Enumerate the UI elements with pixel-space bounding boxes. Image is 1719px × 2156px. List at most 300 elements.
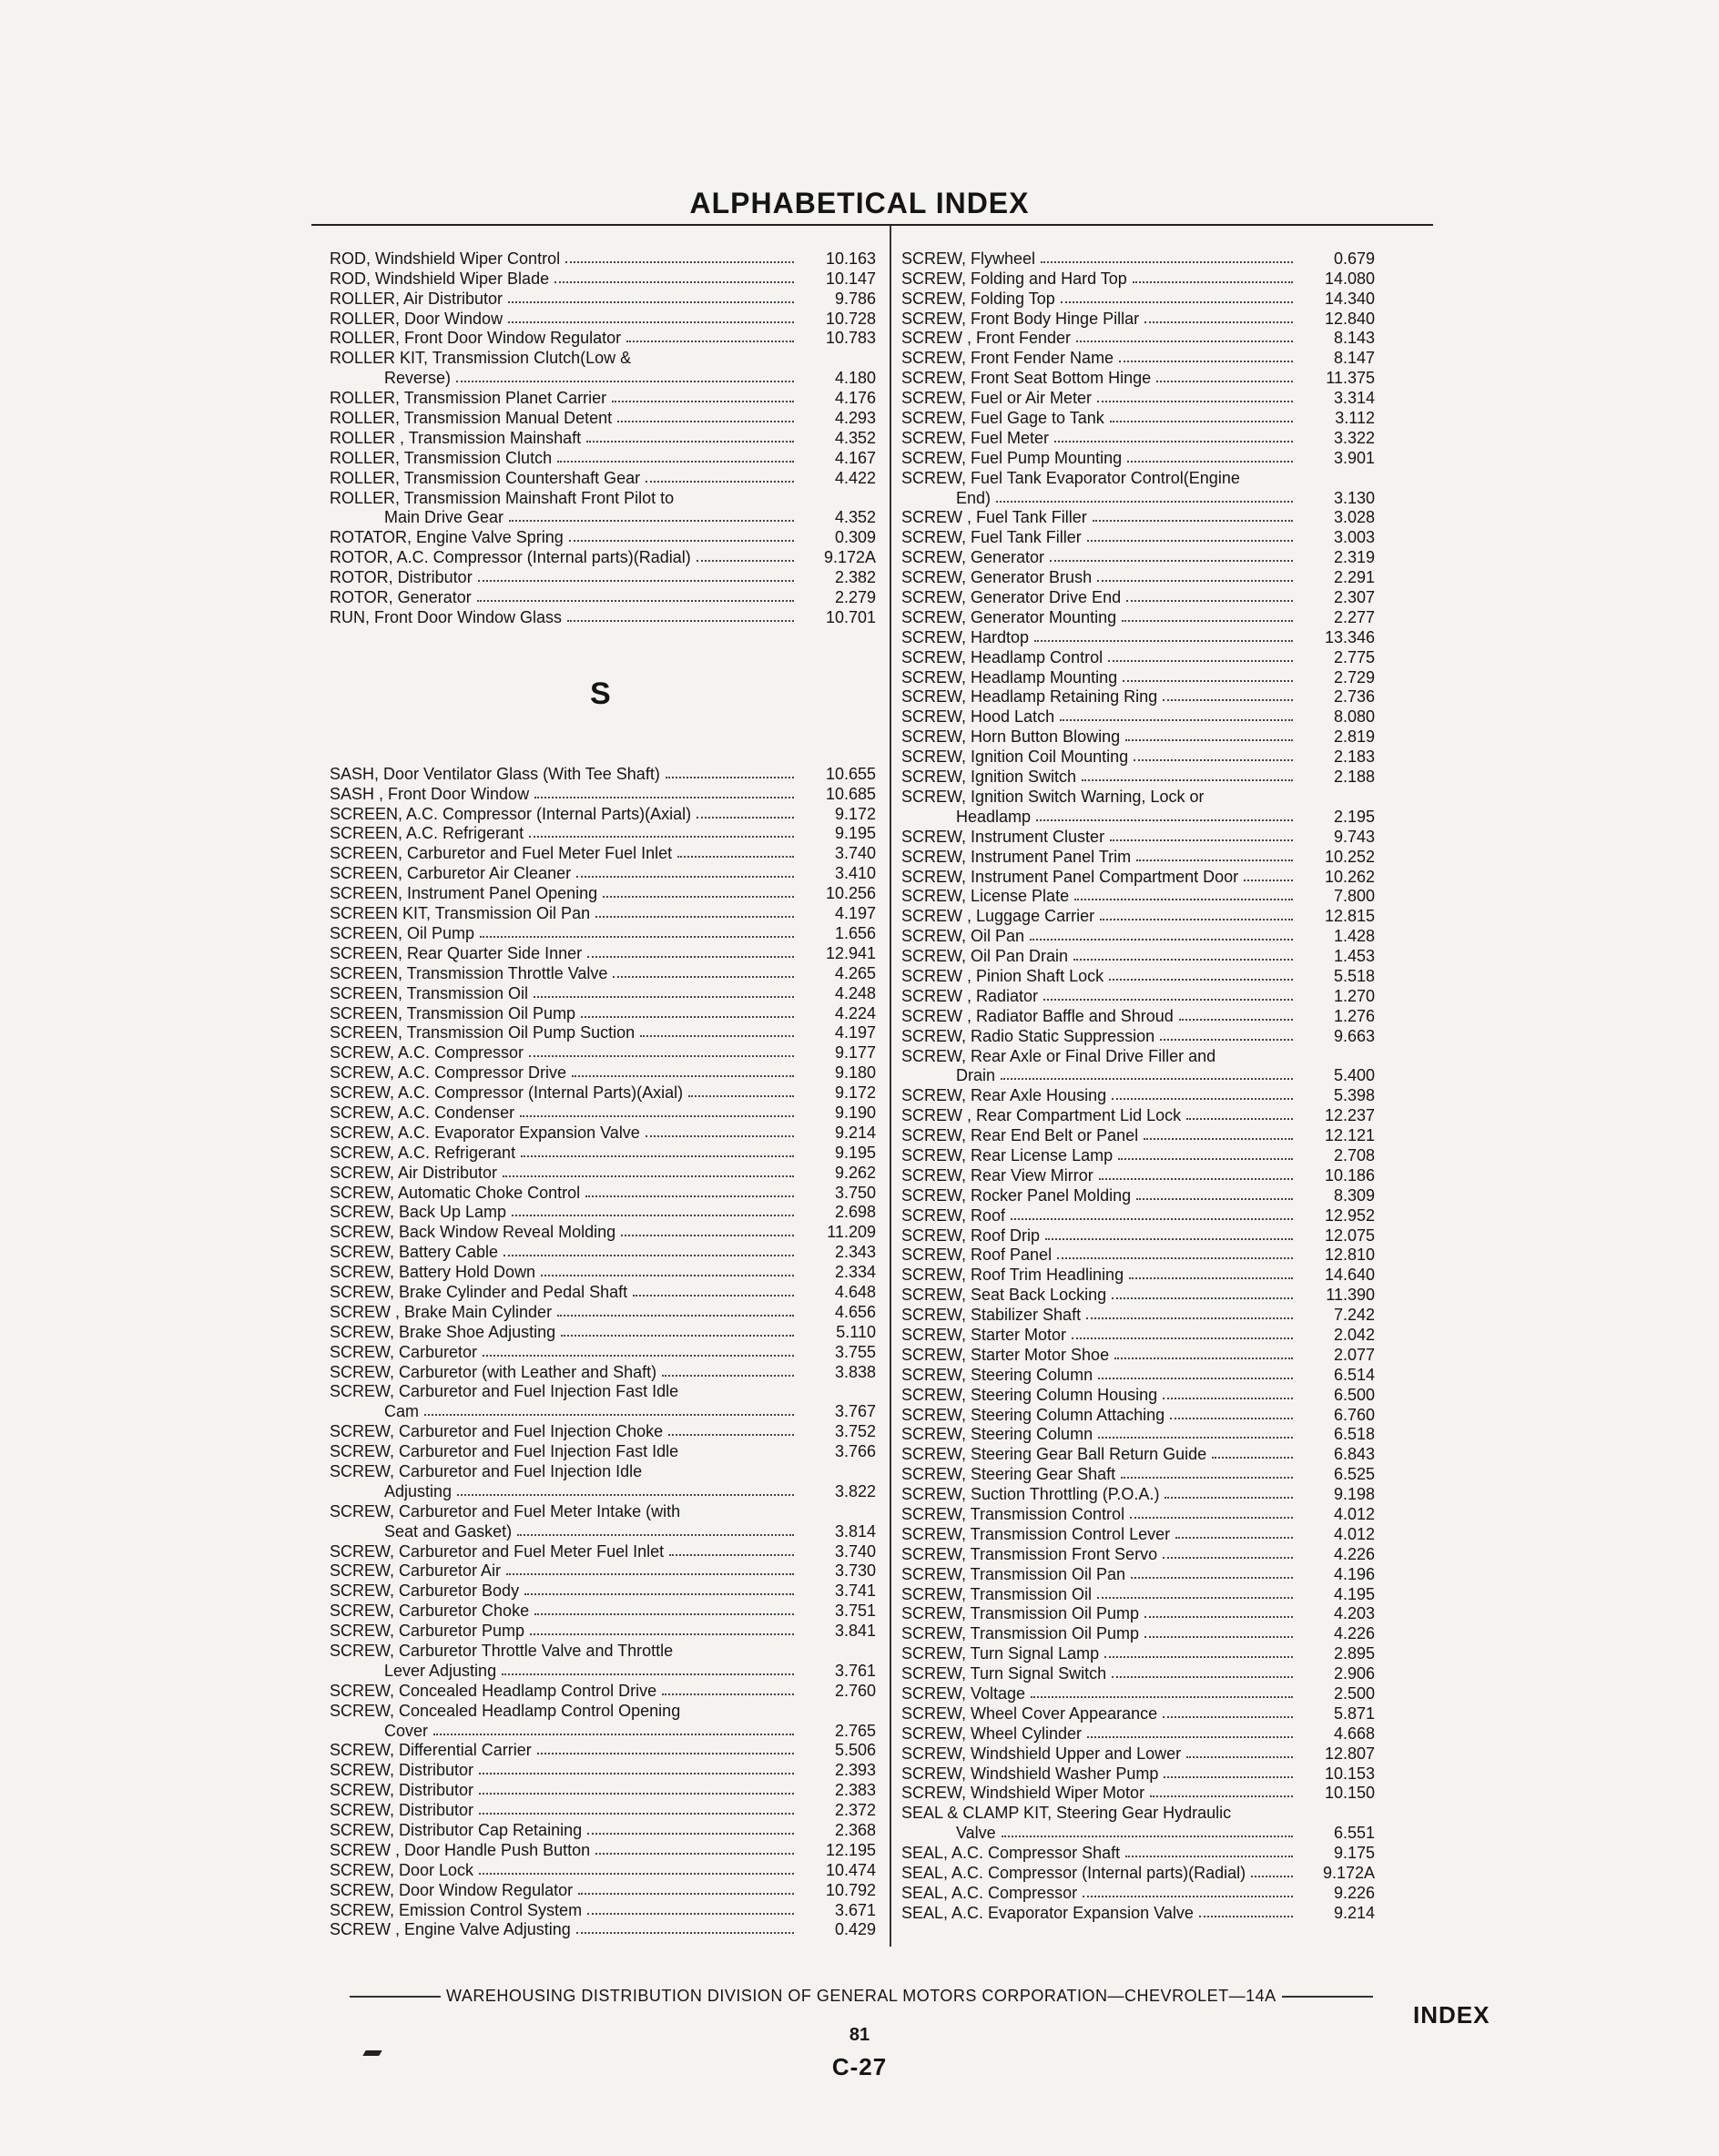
entry-reference-number: 4.648 <box>834 1282 876 1301</box>
dot-leader <box>524 1593 794 1595</box>
entry-name: SCREW , Radiator <box>901 986 1039 1005</box>
dot-leader <box>479 1793 794 1795</box>
index-entry <box>330 1241 876 1261</box>
dot-leader <box>508 321 794 323</box>
dot-leader <box>1163 1716 1293 1718</box>
index-entry <box>330 1361 876 1381</box>
entry-name: SCREW, Carburetor Body <box>330 1581 520 1601</box>
entry-reference-number: 2.319 <box>1333 548 1375 567</box>
dot-leader <box>1104 1656 1293 1658</box>
entry-reference-number: 1.276 <box>1333 1006 1375 1025</box>
index-entry <box>901 1743 1375 1763</box>
entry-name: SCREW, Concealed Headlamp Control Drive <box>330 1681 657 1700</box>
dot-leader <box>503 1175 794 1177</box>
entry-name: SCREW, Concealed Headlamp Control Opening <box>330 1701 681 1720</box>
index-entry <box>901 646 1375 666</box>
entry-name: SCREW, Brake Cylinder and Pedal Shaft <box>330 1282 628 1301</box>
dot-leader <box>1030 939 1293 941</box>
entry-reference-number: 4.352 <box>834 428 876 447</box>
entry-reference-number: 3.901 <box>1333 448 1375 467</box>
entry-reference-number: 2.393 <box>834 1761 876 1780</box>
entry-name: SCREW, Ignition Switch Warning, Lock or <box>901 787 1205 806</box>
index-entry <box>901 487 1375 507</box>
entry-name: SCREW , Brake Main Cylinder <box>330 1302 553 1321</box>
entry-name: SCREW, Steering Column <box>901 1365 1093 1384</box>
dot-leader <box>1082 779 1293 781</box>
entry-reference-number: 3.750 <box>834 1183 876 1202</box>
index-entry <box>901 347 1375 367</box>
entry-name: SCREW, Carburetor (with Leather and Shaft) <box>330 1362 657 1381</box>
index-entry <box>901 1144 1375 1164</box>
index-entry <box>901 1783 1375 1803</box>
dot-leader <box>509 520 794 522</box>
dot-leader <box>479 1773 794 1775</box>
entry-name: SCREW, Stabilizer Shaft <box>901 1306 1082 1325</box>
entry-reference-number: 12.810 <box>1324 1246 1375 1265</box>
entry-name: SCREW, Air Distributor <box>330 1163 498 1182</box>
entry-reference-number: 4.248 <box>834 983 876 1002</box>
entry-reference-number: 3.314 <box>1333 389 1375 408</box>
index-entry <box>901 1045 1375 1065</box>
index-entry <box>330 982 876 1002</box>
entry-name: SCREW, Turn Signal Lamp <box>901 1644 1100 1663</box>
entry-reference-number: 9.195 <box>834 1143 876 1162</box>
dot-leader <box>1097 580 1293 582</box>
entry-name: SCREEN KIT, Transmission Oil Pan <box>330 904 591 923</box>
index-entry <box>330 347 876 367</box>
index-entry <box>901 985 1375 1005</box>
index-entry <box>901 1603 1375 1623</box>
entry-name: SCREW, A.C. Compressor Drive <box>330 1063 567 1083</box>
dot-leader <box>1074 899 1293 900</box>
index-entry <box>330 1082 876 1102</box>
index-entry <box>901 526 1375 546</box>
entry-name: SCREW , Luggage Carrier <box>901 907 1095 926</box>
index-entry <box>330 1740 876 1760</box>
entry-name: SCREW, Differential Carrier <box>330 1741 532 1760</box>
dot-leader <box>1112 1676 1293 1678</box>
index-entry <box>330 1182 876 1202</box>
index-entry <box>330 1202 876 1222</box>
entry-name: SCREW, Wheel Cover Appearance <box>901 1703 1158 1723</box>
entry-name: ROLLER, Transmission Planet Carrier <box>330 389 607 408</box>
index-entry <box>901 467 1375 487</box>
index-entry <box>330 1879 876 1899</box>
index-entry <box>901 1723 1375 1743</box>
entry-reference-number: 14.340 <box>1324 289 1375 308</box>
dot-leader <box>1100 919 1293 920</box>
entry-name: SCREW, Door Window Regulator <box>330 1880 574 1899</box>
entry-name: SCREW, Rear Axle Housing <box>901 1086 1107 1105</box>
entry-reference-number: 6.525 <box>1333 1465 1375 1484</box>
index-entry <box>901 288 1375 308</box>
entry-name: SCREW, Suction Throttling (P.O.A.) <box>901 1485 1160 1504</box>
entry-reference-number: 10.163 <box>825 249 876 268</box>
index-entry <box>330 308 876 328</box>
entry-name: SCREW, Roof Panel <box>901 1246 1053 1265</box>
index-entry <box>901 1384 1375 1404</box>
entry-reference-number: 9.663 <box>1333 1026 1375 1045</box>
entry-name: ROTOR, Distributor <box>330 568 473 587</box>
index-entry <box>901 566 1375 586</box>
entry-reference-number: 9.180 <box>834 1063 876 1083</box>
entry-name: SCREEN, Transmission Oil <box>330 983 529 1002</box>
dot-leader <box>668 1434 794 1436</box>
entry-reference-number: 10.256 <box>825 884 876 903</box>
index-entry <box>330 1759 876 1779</box>
entry-name: SCREEN, A.C. Refrigerant <box>330 824 524 843</box>
entry-reference-number: 12.952 <box>1324 1205 1375 1225</box>
entry-reference-number: 10.701 <box>825 607 876 626</box>
index-entry <box>901 945 1375 965</box>
entry-reference-number: 12.075 <box>1324 1225 1375 1245</box>
index-entry <box>901 1225 1375 1245</box>
entry-reference-number: 4.197 <box>834 904 876 923</box>
entry-reference-number: 2.895 <box>1333 1644 1375 1663</box>
index-entry <box>330 1420 876 1440</box>
entry-name: Valve <box>956 1824 996 1843</box>
dot-leader <box>557 461 794 463</box>
dot-leader <box>1118 1158 1293 1160</box>
index-entry <box>901 1443 1375 1463</box>
entry-name: SCREEN, Carburetor and Fuel Meter Fuel Inlet <box>330 844 673 863</box>
entry-name: ROLLER, Air Distributor <box>330 289 503 308</box>
dot-leader <box>1043 999 1293 1001</box>
index-entry <box>901 1185 1375 1205</box>
entry-name: SCREW , Engine Valve Adjusting <box>330 1920 571 1939</box>
entry-name: SCREW, Transmission Control Lever <box>901 1524 1171 1543</box>
index-entry <box>330 328 876 348</box>
entry-reference-number: 12.237 <box>1324 1106 1375 1125</box>
dot-leader <box>502 1673 794 1675</box>
entry-reference-number: 5.506 <box>834 1741 876 1760</box>
entry-reference-number: 4.293 <box>834 409 876 428</box>
dot-leader <box>1170 1418 1293 1419</box>
entry-name: SCREW, Folding and Hard Top <box>901 269 1127 288</box>
entry-name: SCREEN, Rear Quarter Side Inner <box>330 943 583 962</box>
entry-reference-number: 9.172 <box>834 804 876 823</box>
index-entry <box>901 447 1375 467</box>
entry-name: SCREW, Folding Top <box>901 289 1055 308</box>
index-entry <box>330 1281 876 1301</box>
index-entry <box>901 606 1375 626</box>
index-entry <box>330 962 876 982</box>
index-entry <box>330 487 876 507</box>
entry-name: SCREW, Windshield Wiper Motor <box>901 1784 1145 1803</box>
entry-name: SCREW, Rear End Belt or Panel <box>901 1126 1139 1145</box>
index-entry <box>330 606 876 626</box>
index-entry <box>901 846 1375 866</box>
index-entry <box>330 1919 876 1939</box>
entry-reference-number: 2.343 <box>834 1243 876 1262</box>
index-entry <box>330 447 876 467</box>
dot-leader <box>586 441 794 442</box>
dot-leader <box>554 281 794 283</box>
dot-leader <box>697 560 794 562</box>
entry-reference-number: 2.382 <box>834 568 876 587</box>
dot-leader <box>1144 321 1293 323</box>
index-entry <box>330 1899 876 1919</box>
entry-name: SCREEN, Instrument Panel Opening <box>330 884 598 903</box>
entry-name: SCREEN, Transmission Oil Pump Suction <box>330 1023 636 1042</box>
index-entry <box>330 882 876 902</box>
entry-reference-number: 2.383 <box>834 1781 876 1800</box>
entry-name: SCREW, Battery Hold Down <box>330 1263 536 1282</box>
entry-name: SCREW, Rear Axle or Final Drive Filler and <box>901 1046 1216 1065</box>
entry-name: SCREW, Starter Motor Shoe <box>901 1345 1110 1364</box>
index-entry <box>330 1341 876 1361</box>
dot-leader <box>1186 1756 1293 1758</box>
dot-leader <box>677 856 794 858</box>
footer <box>344 1987 1493 2006</box>
entry-name: SASH , Front Door Window <box>330 784 530 803</box>
entry-name: SCREW, Front Seat Bottom Hinge <box>901 369 1152 388</box>
entry-reference-number: 9.214 <box>1333 1903 1375 1922</box>
index-entry <box>901 905 1375 925</box>
dot-leader <box>1034 640 1293 642</box>
entry-name: SCREW, Generator Mounting <box>901 607 1117 626</box>
entry-reference-number: 3.003 <box>1333 528 1375 547</box>
index-entry <box>330 1720 876 1740</box>
index-entry <box>330 902 876 922</box>
index-entry <box>901 1065 1375 1085</box>
dot-leader <box>1099 1178 1293 1180</box>
dot-leader <box>617 421 794 422</box>
entry-reference-number: 10.685 <box>825 784 876 803</box>
entry-reference-number: 4.197 <box>834 1023 876 1042</box>
index-entry <box>330 367 876 387</box>
entry-name: SCREW , Radiator Baffle and Shroud <box>901 1006 1174 1025</box>
entry-name: ROLLER, Transmission Countershaft Gear <box>330 468 641 487</box>
entry-name: SCREW, Door Lock <box>330 1860 474 1879</box>
entry-name: SASH, Door Ventilator Glass (With Tee Shaft) <box>330 764 660 783</box>
entry-name: Headlamp <box>956 807 1032 826</box>
index-entry <box>330 467 876 487</box>
entry-name: SCREW, Carburetor Throttle Valve and Throttle <box>330 1642 674 1660</box>
dot-leader <box>1076 341 1293 342</box>
dot-leader <box>578 1893 794 1895</box>
entry-name: SCREW, Distributor <box>330 1781 474 1800</box>
entry-name: RUN, Front Door Window Glass <box>330 607 563 626</box>
dot-leader <box>520 1115 794 1117</box>
index-entry <box>901 1164 1375 1185</box>
entry-reference-number: 5.400 <box>1333 1066 1375 1085</box>
dot-leader <box>1123 680 1293 682</box>
index-entry <box>901 1842 1375 1862</box>
dot-leader <box>537 1753 794 1754</box>
entry-reference-number: 14.080 <box>1324 269 1375 288</box>
entry-reference-number: 6.551 <box>1333 1824 1375 1843</box>
entry-reference-number: 3.671 <box>834 1900 876 1919</box>
entry-name: SCREW, Steering Gear Shaft <box>901 1465 1116 1484</box>
entry-name: SCREW, Roof Drip <box>901 1225 1041 1245</box>
dot-leader <box>697 817 794 819</box>
index-entry <box>901 965 1375 985</box>
entry-name: Adjusting <box>384 1481 453 1500</box>
dot-leader <box>1163 1398 1293 1399</box>
entry-reference-number: 10.150 <box>1324 1784 1375 1803</box>
dot-leader <box>576 1932 794 1934</box>
index-entry <box>330 1301 876 1321</box>
section-code: C-27 <box>831 2053 888 2080</box>
dot-leader <box>1109 979 1293 981</box>
index-entry <box>901 1563 1375 1583</box>
entry-name: SCREW, Roof <box>901 1205 1006 1225</box>
entry-name: Cam <box>384 1402 420 1421</box>
entry-name: SCREW, Carburetor Choke <box>330 1602 530 1621</box>
dot-leader <box>1163 1557 1293 1559</box>
entry-name: SCREW, Fuel Tank Filler <box>901 528 1082 547</box>
dot-leader <box>529 836 794 838</box>
entry-name: SCREEN, Transmission Oil Pump <box>330 1003 576 1022</box>
entry-reference-number: 8.080 <box>1333 707 1375 727</box>
index-entry <box>330 942 876 962</box>
entry-reference-number: 6.843 <box>1333 1445 1375 1464</box>
entry-name: SCREEN, Carburetor Air Cleaner <box>330 864 572 883</box>
entry-reference-number: 0.309 <box>834 528 876 547</box>
dot-leader <box>1087 1736 1293 1738</box>
entry-name: SCREW, Brake Shoe Adjusting <box>330 1322 556 1341</box>
index-entry <box>330 1819 876 1839</box>
index-entry <box>901 268 1375 288</box>
entry-reference-number: 3.766 <box>834 1442 876 1461</box>
dot-leader <box>433 1734 794 1735</box>
entry-reference-number: 4.226 <box>1333 1544 1375 1563</box>
entry-name: SCREW, Transmission Oil Pump <box>901 1604 1140 1623</box>
entry-name: SCREW, Turn Signal Switch <box>901 1664 1107 1683</box>
dot-leader <box>996 501 1293 503</box>
index-entry <box>330 407 876 427</box>
dot-leader <box>1144 1138 1293 1140</box>
index-entry <box>330 586 876 606</box>
index-entry <box>901 586 1375 606</box>
entry-reference-number: 3.814 <box>834 1521 876 1541</box>
entry-reference-number: 3.322 <box>1333 428 1375 447</box>
entry-name: SCREW , Front Fender <box>901 329 1072 348</box>
index-entry <box>901 1642 1375 1663</box>
index-entry <box>330 823 876 843</box>
entry-name: SCREW, Starter Motor <box>901 1325 1067 1344</box>
index-label: INDEX <box>1413 2001 1490 2029</box>
entry-reference-number: 3.740 <box>834 844 876 863</box>
dot-leader <box>662 1693 794 1695</box>
index-entry <box>330 507 876 527</box>
entry-name: ROLLER , Transmission Mainshaft <box>330 428 582 447</box>
left-rows-r <box>330 248 876 626</box>
dot-leader <box>587 1833 794 1835</box>
dot-leader <box>1097 1597 1293 1599</box>
dot-leader <box>633 1295 794 1297</box>
index-entry <box>901 1483 1375 1503</box>
index-entry <box>330 1520 876 1541</box>
index-entry <box>901 1862 1375 1882</box>
entry-reference-number: 2.334 <box>834 1263 876 1282</box>
entry-reference-number: 1.656 <box>834 923 876 942</box>
entry-reference-number: 12.121 <box>1324 1126 1375 1145</box>
index-entry <box>330 1102 876 1122</box>
entry-reference-number: 3.761 <box>834 1661 876 1680</box>
entry-name: Cover <box>384 1721 429 1740</box>
entry-name: SCREW, Rocker Panel Molding <box>901 1185 1132 1205</box>
index-entry <box>901 1264 1375 1284</box>
entry-reference-number: 3.752 <box>834 1422 876 1441</box>
entry-name: ROLLER, Transmission Mainshaft Front Pilot to <box>330 488 675 507</box>
dot-leader <box>1031 1696 1293 1698</box>
index-entry <box>330 1700 876 1720</box>
index-entry <box>330 1122 876 1142</box>
index-entry <box>330 1480 876 1500</box>
index-entry <box>901 1622 1375 1642</box>
dot-leader <box>1054 441 1293 442</box>
index-entry <box>901 1523 1375 1543</box>
entry-name: SCREW, Fuel or Air Meter <box>901 389 1093 408</box>
index-entry <box>901 1344 1375 1364</box>
entry-name: SCREW, Distributor <box>330 1761 474 1780</box>
dot-leader <box>1114 1358 1293 1359</box>
entry-reference-number: 2.500 <box>1333 1684 1375 1703</box>
index-entry <box>330 1640 876 1660</box>
index-entry <box>330 1580 876 1600</box>
entry-name: SCREW, Transmission Oil Pump <box>901 1624 1140 1643</box>
index-entry <box>901 1822 1375 1842</box>
entry-reference-number: 4.668 <box>1333 1724 1375 1743</box>
entry-reference-number: 4.167 <box>834 448 876 467</box>
entry-name: SCREW, Steering Column Attaching <box>901 1405 1165 1424</box>
entry-name: SCREW, License Plate <box>901 887 1070 906</box>
entry-reference-number: 3.755 <box>834 1342 876 1361</box>
entry-name: SCREW, Fuel Gage to Tank <box>901 409 1104 428</box>
dot-leader <box>1160 1039 1293 1041</box>
index-entry <box>901 1124 1375 1144</box>
index-entry <box>330 1680 876 1700</box>
index-entry <box>330 546 876 566</box>
entry-reference-number: 0.679 <box>1333 249 1375 268</box>
entry-reference-number: 2.279 <box>834 588 876 607</box>
entry-name: ROTOR, A.C. Compressor (Internal parts)(Radial) <box>330 548 691 567</box>
dot-leader <box>1164 1776 1293 1778</box>
entry-name: ROLLER, Transmission Manual Detent <box>330 409 613 428</box>
dot-leader <box>595 1853 794 1855</box>
index-entry <box>901 308 1375 328</box>
entry-name: SCREW, Windshield Washer Pump <box>901 1764 1159 1783</box>
title-rule <box>311 224 1433 226</box>
page-number: 81 <box>849 2025 870 2045</box>
entry-reference-number: 9.198 <box>1333 1485 1375 1504</box>
entry-name: ROLLER, Door Window <box>330 309 503 328</box>
index-entry <box>901 766 1375 786</box>
index-entry <box>901 866 1375 886</box>
index-entry <box>330 1600 876 1620</box>
entry-name: SEAL, A.C. Compressor <box>901 1883 1078 1902</box>
entry-name: SCREW , Rear Compartment Lid Lock <box>901 1106 1182 1125</box>
dot-leader <box>1144 1616 1293 1618</box>
entry-name: ROLLER, Transmission Clutch <box>330 448 553 467</box>
dot-leader <box>1061 301 1293 303</box>
dot-leader <box>1144 1636 1293 1638</box>
index-entry <box>330 1460 876 1480</box>
entry-name: SCREW, A.C. Compressor (Internal Parts)(Axial) <box>330 1083 684 1103</box>
entry-reference-number: 4.196 <box>1333 1564 1375 1583</box>
entry-name: SCREW, Headlamp Mounting <box>901 667 1118 686</box>
dot-leader <box>603 896 794 898</box>
entry-reference-number: 3.028 <box>1333 508 1375 527</box>
entry-reference-number: 4.352 <box>834 508 876 527</box>
entry-reference-number: 2.183 <box>1333 747 1375 767</box>
dot-leader <box>1122 620 1293 622</box>
entry-reference-number: 2.291 <box>1333 568 1375 587</box>
right-rows <box>901 248 1375 1922</box>
dot-leader <box>569 540 794 542</box>
